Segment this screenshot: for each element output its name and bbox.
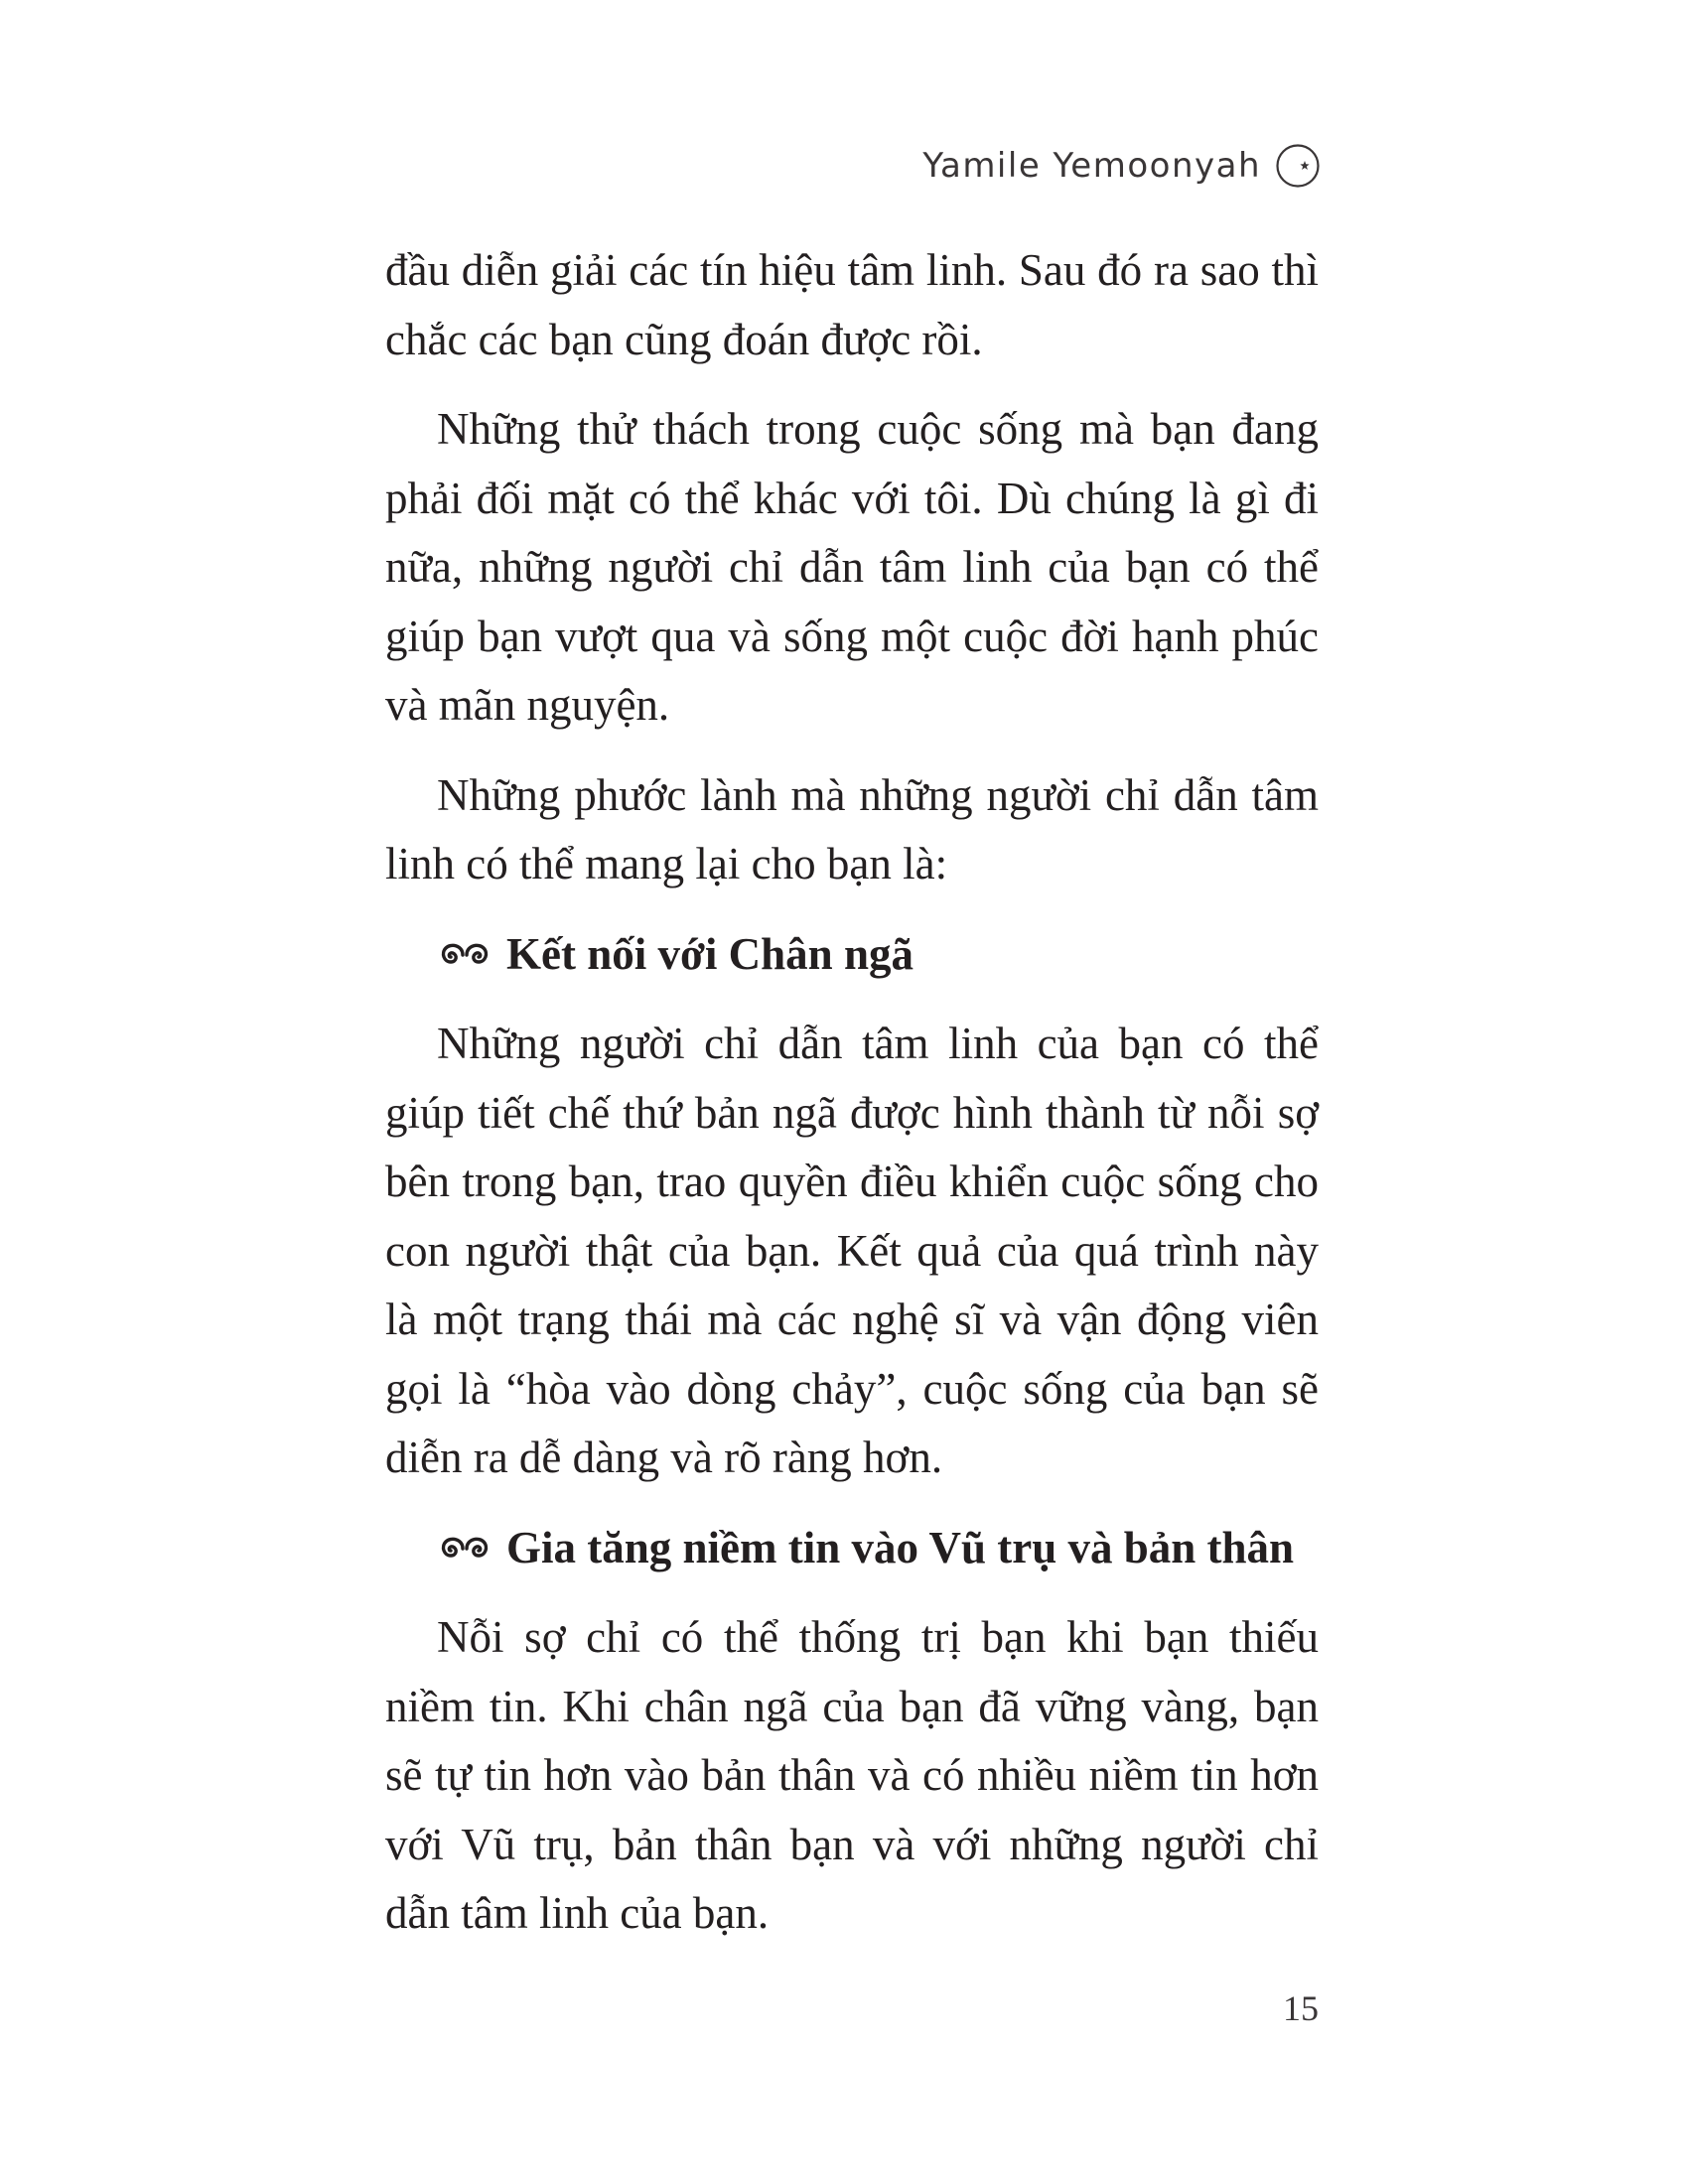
page-number: 15 (1283, 1988, 1319, 2028)
ornament-icon (437, 939, 492, 969)
section-heading-true-self (437, 920, 1319, 990)
author-name: Yamile Yemoonyah (922, 146, 1261, 186)
paragraph-true-self: Những người chỉ dẫn tâm linh của bạn có thể giúp tiết chế thứ bản ngã được hình thành từ nỗi sợ bên trong bạn, trao quyền điều khiển cuộc sống cho con người thật của bạn. Kết quả của quá trình này là một trạng thái mà các nghệ sĩ và vận động viên gọi là “hòa vào dòng chảy”, cuộc sống của bạn sẽ diễn ra dễ dàng và rõ ràng hơn. (385, 1019, 1319, 1482)
running-header (922, 143, 1321, 189)
paragraph-challenges: Những thử thách trong cuộc sống mà bạn đang phải đối mặt có thể khác với tôi. Dù chúng là gì đi nữa, những người chỉ dẫn tâm linh của bạn có thể giúp bạn vượt qua và sống một cuộc đời hạnh phúc và mãn nguyện. (385, 404, 1319, 730)
paragraph-blessings-intro: Những phước lành mà những người chỉ dẫn tâm linh có thể mang lại cho bạn là: (385, 769, 1319, 888)
body-text (385, 236, 1319, 1970)
section-heading-text: Gia tăng niềm tin vào Vũ trụ và bản thân (506, 1522, 1295, 1572)
crescent-moon-star-icon (1275, 143, 1321, 189)
section-heading-text: Kết nối với Chân ngã (506, 928, 914, 979)
paragraph-continued: đầu diễn giải các tín hiệu tâm linh. Sau đó ra sao thì chắc các bạn cũng đoán được rồi. (385, 245, 1319, 364)
ornament-icon (437, 1533, 492, 1563)
section-heading-trust (437, 1514, 1319, 1583)
paragraph-trust: Nỗi sợ chỉ có thể thống trị bạn khi bạn thiếu niềm tin. Khi chân ngã của bạn đã vững vàng, bạn sẽ tự tin hơn vào bản thân và có nhiều niềm tin hơn với Vũ trụ, bản thân bạn và với những người chỉ dẫn tâm linh của bạn. (385, 1612, 1319, 1938)
